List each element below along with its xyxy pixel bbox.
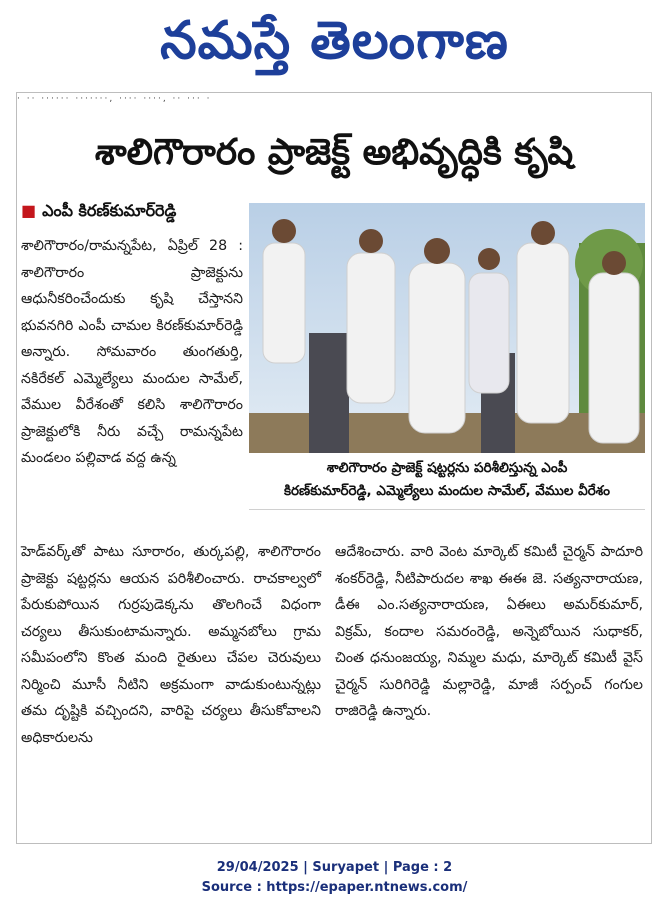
article-byline: [21, 201, 176, 224]
article-headline: శాలిగౌరారం ప్రాజెక్ట్ అభివృద్ధికి కృషి: [94, 132, 574, 173]
footer-source: Source : https://epaper.ntnews.com/: [201, 880, 468, 895]
article-bottom-right-column: ఆదేశించారు. వారి వెంట మార్కెట్ కమిటీ చైర్మన్ పాదూరి శంకర్‌రెడ్డి, నీటిపారుదల శాఖ ఈఈ జె. సత్యనారాయణ, డీఈ ఎం.సత్యనారాయణ, ఏఈలు అమర్‌కుమార్, విక్రమ్, కందాల సమరంరెడ్డి, అన్నెబోయిన సుధాకర్, చింత ధనుంజయ్య, నిమ్మల మధు, మార్కెట్ కమిటీ వైస్ చైర్మన్ సురిగిరెడ్డి మల్లారెడ్డి, మాజీ సర్పంచ్ గంగుల రాజిరెడ్డి ఉన్నారు.: [335, 544, 643, 719]
article-clipping: [16, 92, 652, 844]
article-bottom-left-column: హెడ్‌వర్క్‌తో పాటు సూరారం, తుర్కపల్లి, శాలిగౌరారం ప్రాజెక్టు షట్టర్లను ఆయన పరిశీలించారు. రాచకాల్వలో పేరుకుపోయిన గుర్రపుడెక్కను తొలగించే విధంగా చర్యలు తీసుకుంటామన్నారు. అమ్మనబోలు గ్రామ సమీపంలోని కొంత మంది రైతులు చేపల చెరువులు నిర్మించి మూసీ నీటిని అక్రమంగా వాడుకుంటున్నట్లు తమ దృష్టికి వచ్చిందని, వారిపై చర్యలు తీసుకోవాలని అధికారులను: [21, 544, 321, 746]
article-left-column: శాలిగౌరారం/రామన్నపేట, ఏప్రిల్ 28 : శాలిగౌరారం ప్రాజెక్టును ఆధునీకరించేందుకు కృషి చేస్తానని భువనగిరి ఎంపీ చామల కిరణ్‌కుమార్‌రెడ్డి అన్నారు. సోమవారం తుంగతుర్తి, నకిరేకల్ ఎమ్మెల్యేలు మందుల సామేల్, వేముల వీరేశంతో కలిసి శాలిగౌరారం ప్రాజెక్టులోకి నీరు వచ్చే రామన్నపేట మండలం పల్లివాడ వద్ద ఉన్న: [21, 238, 243, 466]
photo-caption-line-2: కిరణ్‌కుమార్‌రెడ్డి, ఎమ్మెల్యేలు మందుల సామేల్, వేముల వీరేశం: [283, 483, 611, 499]
masthead: [0, 0, 669, 82]
cut-off-text-line: · ·· ······ ·······, ···· ····, ·· ··· ·: [17, 94, 212, 104]
byline-text: ఎంపీ కిరణ్‌కుమార్‌రెడ్డి: [42, 201, 177, 220]
page-footer: [0, 858, 669, 898]
footer-date-page: 29/04/2025 | Suryapet | Page : 2: [216, 860, 453, 875]
photo-caption: [249, 457, 645, 503]
caption-divider: [249, 509, 645, 510]
photo-caption-line-1: శాలిగౌరారం ప్రాజెక్ట్ షట్టర్లను పరిశీలిస్తున్న ఎంపీ: [326, 460, 568, 476]
newspaper-logo: నమస్తే తెలంగాణ: [160, 11, 509, 71]
photo-illustration: [249, 203, 645, 453]
byline-marker-icon: ■: [21, 201, 37, 220]
news-photo: [249, 203, 645, 453]
